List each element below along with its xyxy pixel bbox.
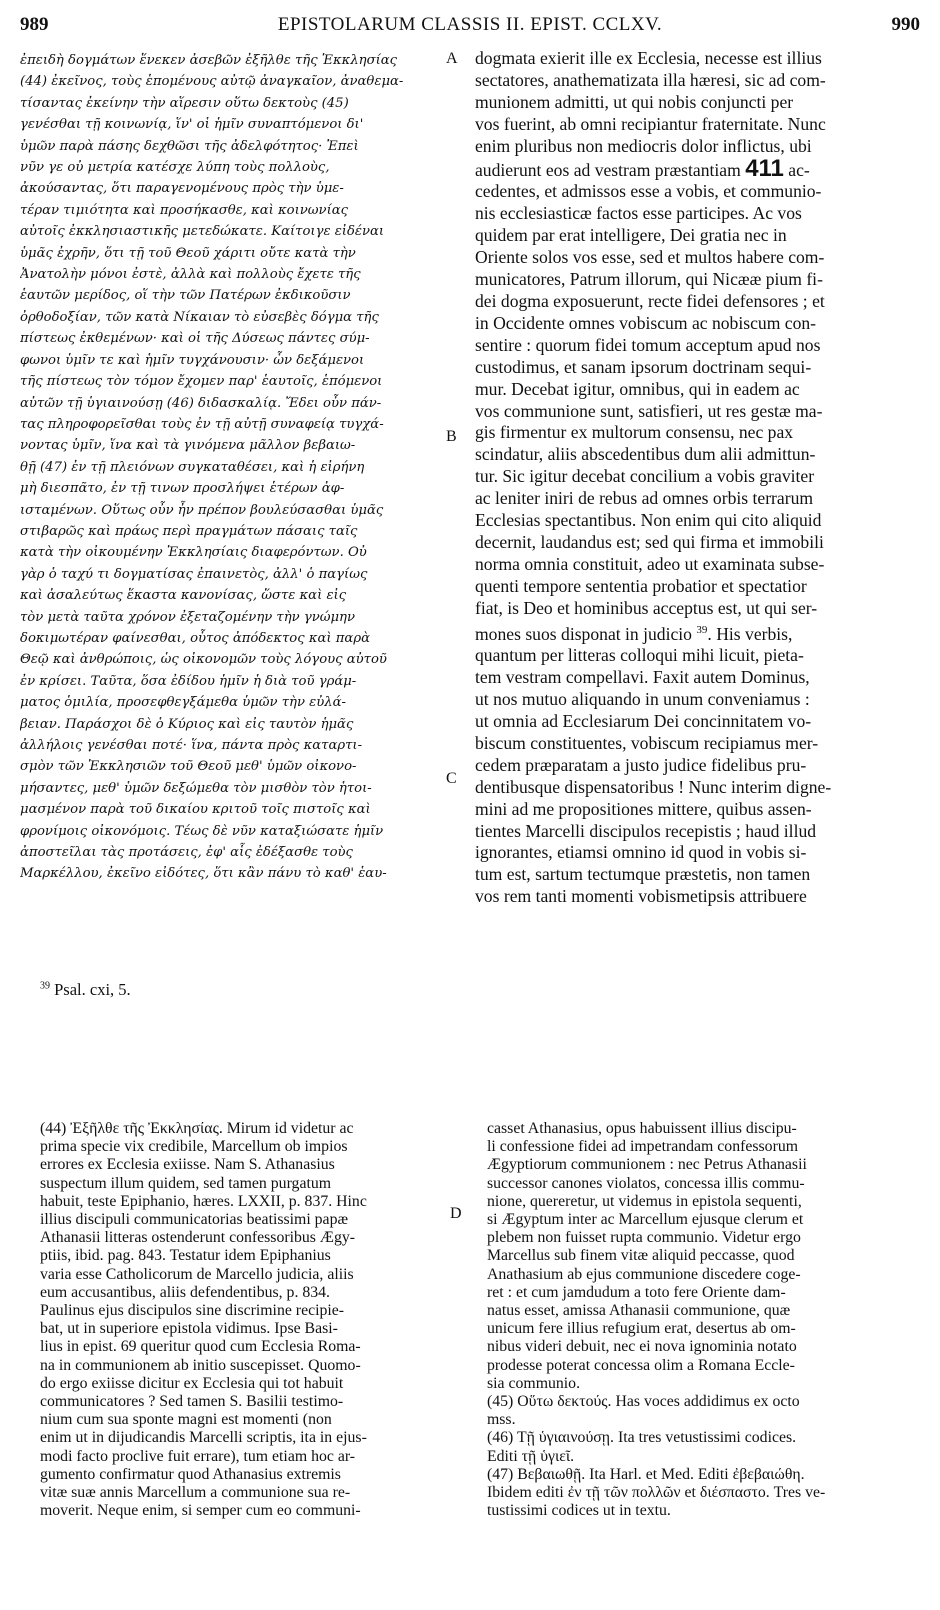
margin-letter-a: A xyxy=(446,50,458,67)
text-line: Ἀνατολὴν μόνοι ἐστὲ, ἀλλὰ καὶ πολλοὺς ἔχετε τῆς xyxy=(20,267,361,283)
text-line: αὐτοῖς ἐκκλησιαστικῆς μετεδώκατε. Καίτοιγε εἰδέναι xyxy=(20,224,385,240)
text-line: τὸν μετὰ ταῦτα χρόνον ἐξεταζομένην τὴν γνώμην xyxy=(20,609,355,625)
text-line: ac leniter iniri de rebus ad omnes orbis terrarum xyxy=(475,488,814,509)
text-line: κατὰ τὴν οἰκουμένην Ἐκκλησίαις διαφερόντων. Οὐ xyxy=(20,545,367,561)
margin-letter-b: B xyxy=(446,428,457,445)
text-line: μασμένον παρὰ τοῦ δικαίου κριτοῦ τοῖς πιστοῖς καὶ xyxy=(20,802,371,818)
text-line: eum accusantibus, aliis defendentibus, p. 834. xyxy=(40,1283,330,1301)
text-line: ὀρθοδοξίαν, τῶν κατὰ Νίκαιαν τὸ εὐσεβὲς δόγμα τῆς xyxy=(20,309,379,325)
text-line: tustissimi codices ut in textu. xyxy=(487,1502,671,1520)
text-line: ματος ὁμιλία, προσεφθεγξάμεθα ὑμῶν τὴν εὐλά- xyxy=(20,695,346,711)
text-line: fiat, is Deo et hominibus acceptus est, ut qui ser- xyxy=(475,597,818,618)
text-line: ἀκούσαντας, ὅτι παραγενομένους πρὸς τὴν ὑμε- xyxy=(20,181,344,197)
text-line: tur. Sic igitur decebat concilium a vobis graviter xyxy=(475,466,815,487)
text-line: mur. Decebat igitur, omnibus, qui in eadem ac xyxy=(475,378,800,399)
text-line: na in communionem ab initio suscepisset. Quomo- xyxy=(40,1356,361,1374)
footnote-reference: 39 xyxy=(696,623,708,636)
text-line: tientes Marcelli discipulos recepistis ; haud illud xyxy=(475,820,817,841)
text-line: gumento confirmatur quod Athanasius extremis xyxy=(40,1465,341,1483)
text-line: ἐπειδὴ δογμάτων ἕνεκεν ἀσεβῶν ἐξῆλθε τῆς Ἐκκλησίας xyxy=(20,53,398,68)
text-line: τας πληροφορεῖσθαι τοὺς ἐν τῇ αὐτῇ συναφείᾳ τυγχά- xyxy=(20,416,384,432)
text-line: illius discipuli communicatorias beatissimi papæ xyxy=(40,1211,349,1229)
text-line: (46) Τῇ ὑγιαινούσῃ. Ita tres vetustissimi codices. xyxy=(487,1429,797,1447)
text-line: sectatores, anathematizata illa hæresi, sic ad com- xyxy=(475,69,826,90)
text-line: tum est, sartum tectumque præstetis, non tamen xyxy=(475,864,811,885)
text-line: varia esse Catholicorum de Marcello judicia, aliis xyxy=(40,1265,354,1283)
line-text: audierunt eos ad vestram præstantiam xyxy=(475,159,746,180)
text-line: scindatur, aliis abscedentibus dum alii admittun- xyxy=(475,444,816,465)
text-line: errores ex Ecclesia exiisse. Nam S. Athanasius xyxy=(40,1156,335,1174)
page-number-right: 990 xyxy=(891,14,920,35)
text-line: φρονίμοις οἰκονόμοις. Τέως δὲ νῦν καταξιώσατε ἡμῖν xyxy=(20,823,384,839)
text-line: Editi τῇ ὑγιεῖ. xyxy=(487,1447,575,1465)
text-line: munionem admitti, ut qui nobis conjuncti per xyxy=(475,91,794,112)
text-line: suspectum illum quidem, sed tamen purgatum xyxy=(40,1174,332,1192)
text-line: (44) ἐκεῖνος, τοὺς ἑπομένους αὐτῷ ἀναγκαῖον, ἀναθεμα- xyxy=(20,74,404,90)
text-line: vos communione sunt, satisfieri, ut res gestæ ma- xyxy=(475,400,823,421)
text-line xyxy=(475,620,921,646)
margin-letter-d: D xyxy=(450,1205,462,1222)
text-line xyxy=(475,158,921,182)
text-line: mss. xyxy=(487,1411,516,1429)
text-line: ἀποστεῖλαι τὰς προτάσεις, ἐφ' αἷς ἐδέξασθε τοὺς xyxy=(20,845,353,861)
text-line: prodesse poterat concessa olim a Romana Eccle- xyxy=(487,1356,795,1374)
text-line: σμὸν τῶν Ἐκκλησιῶν τοῦ Θεοῦ μεθ' ὑμῶν οἰκονο- xyxy=(20,759,357,775)
text-line: moverit. Neque enim, si semper cum eo communi- xyxy=(40,1502,361,1520)
text-line: natus esset, amissa Athanasii communione, quæ xyxy=(487,1302,791,1320)
text-line: unicum fere illius refugium erat, desertus ab om- xyxy=(487,1320,796,1338)
footnote-text: Psal. cxi, 5. xyxy=(50,980,131,999)
text-line: enim pluribus non mediocris dolor inflictus, ubi xyxy=(475,135,812,156)
text-line: nis ecclesiasticæ factos esse participes. Ac vos xyxy=(475,203,802,224)
text-line: dentibusque dispensatoribus ! Nunc interim digne- xyxy=(475,776,832,797)
text-line: do ergo exiisse dicitur ex Ecclesia qui tot habuit xyxy=(40,1374,344,1392)
text-line: nione, quereretur, ut videmus in epistola sequenti, xyxy=(487,1192,802,1210)
page-marker-number: 411 xyxy=(745,157,784,182)
text-line: si Ægyptum inter ac Marcellum ejusque clerum et xyxy=(487,1211,804,1229)
text-line: habuit, teste Epiphanio, hæres. LXXII, p. 837. Hinc xyxy=(40,1192,367,1210)
text-line: gis firmentur ex multorum consensu, nec pax xyxy=(475,422,794,443)
text-line: ἀλλήλοις γενέσθαι ποτέ· ἵνα, πάντα πρὸς καταρτι- xyxy=(20,738,363,753)
text-line: sentire : quorum fidei tomum acceptum apud nos xyxy=(475,334,821,355)
text-line: modi facto proclive fuit errare), tum etiam hoc ar- xyxy=(40,1447,356,1465)
running-header xyxy=(20,14,920,42)
text-line: cedentes, et admissos esse a vobis, et communio- xyxy=(475,181,822,202)
text-line: Ibidem editi ἐν τῇ τῶν πολλῶν et διέσπαστο. Tres ve- xyxy=(487,1484,826,1502)
text-line: (47) Βεβαιωθῇ. Ita Harl. et Med. Editi ἐβεβαιώθη. xyxy=(487,1465,805,1483)
text-line: enim ut in dijudicandis Marcelli scriptis, ita in ejus- xyxy=(40,1429,367,1447)
text-line: dogmata exierit ille ex Ecclesia, necesse est illius xyxy=(475,48,822,68)
greek-text-column xyxy=(20,50,438,885)
text-line: li confessione fidei ad impetrandam confessorum xyxy=(487,1138,799,1156)
running-title: EPISTOLARUM CLASSIS II. EPIST. CCLXV. xyxy=(277,14,663,35)
text-line: communicatores ? Sed tamen S. Basilii testimo- xyxy=(40,1393,344,1411)
text-line: in Occidente omnes vobiscum ac nobiscum con- xyxy=(475,312,817,333)
text-line: καὶ ἀσαλεύτως ἕκαστα κανονίσας, ὥστε καὶ εἰς xyxy=(20,588,347,604)
text-line: γενέσθαι τῇ κοινωνίᾳ, ἵν' οἱ ἡμῖν συναπτόμενοι δι' xyxy=(20,117,364,133)
text-line: casset Athanasius, opus habuissent illius discipu- xyxy=(487,1120,797,1137)
text-line: νοντας ὑμῖν, ἵνα καὶ τὰ γινόμενα μᾶλλον βεβαιω- xyxy=(20,438,356,454)
line-text: . His verbis, xyxy=(707,623,793,644)
text-line: Θεῷ καὶ ἀνθρώποις, ὡς οἰκονομῶν τοὺς λόγους αὐτοῦ xyxy=(20,652,387,668)
text-line: Ægyptiorum communionem : nec Petrus Athanasii xyxy=(487,1156,807,1174)
text-line: φωνοι ὑμῖν τε καὶ ἡμῖν τυγχάνουσιν· ὧν δεξάμενοι xyxy=(20,352,365,368)
page-number-left: 989 xyxy=(20,14,49,35)
text-line: ptiis, ibid. pag. 843. Testatur idem Epiphanius xyxy=(40,1247,331,1265)
text-line: τέραν τιμιότητα καὶ προσήκασθε, καὶ κοινωνίας xyxy=(20,202,349,218)
text-line: αὐτῶν τῇ ὑγιαινούσῃ (46) διδασκαλίᾳ. Ἔδει οὖν πάν- xyxy=(20,395,382,411)
text-line: πίστεως ἐκθεμένων· καὶ οἱ τῆς Δύσεως πάντες σύμ- xyxy=(20,331,370,347)
text-line: γὰρ ὁ ταχύ τι δογματίσας ἐπαινετὸς, ἀλλ' ὁ παγίως xyxy=(20,566,368,582)
text-line: Athanasii litteras ostenderunt confessoribus Ægy- xyxy=(40,1229,355,1247)
text-line: vitæ suæ annis Marcellum a communione sua re- xyxy=(40,1484,351,1502)
latin-text-column xyxy=(475,48,921,908)
text-line: vos fuerint, ab omni recipiantur fraternitate. Nunc xyxy=(475,113,826,134)
text-line: δοκιμωτέραν φαίνεσθαι, οὗτος ἀπόδεκτος καὶ παρὰ xyxy=(20,630,370,646)
text-line: dei dogma exposuerunt, recte fidei defensores ; et xyxy=(475,290,825,311)
text-line: ισταμένων. Οὕτως οὖν ἦν πρέπον βουλεύσασθαι ὑμᾶς xyxy=(20,502,384,518)
text-line: mini ad me propositiones mittere, quibus assen- xyxy=(475,798,812,819)
text-line: cedem præparatam a justo judice fidelibus pru- xyxy=(475,754,807,775)
text-line: ut nos mutuo aliquando in unum conveniamus : xyxy=(475,689,810,710)
text-line: (45) Οὕτω δεκτούς. Has voces addidimus ex octo xyxy=(487,1393,800,1411)
text-line: decernit, laudandus est; sed qui firma et immobili xyxy=(475,531,824,552)
line-text: mones suos disponat in judicio xyxy=(475,623,697,644)
line-text: ac- xyxy=(783,159,810,180)
text-line: bat, ut in superiore epistola vidimus. Ipse Basi- xyxy=(40,1320,338,1338)
text-line: (44) Ἐξῆλθε τῆς Ἐκκλησίας. Mirum id videtur ac xyxy=(40,1120,354,1137)
text-line: biscum constituentes, vobiscum recipiamus mer- xyxy=(475,732,819,753)
text-line: ἑαυτῶν μερίδος, οἵ τὴν τῶν Πατέρων ἐκδικοῦσιν xyxy=(20,288,351,304)
footnote-number: 39 xyxy=(40,980,50,992)
text-line: nibus videri debuit, nec ei nova ignominia notato xyxy=(487,1338,797,1356)
text-line: ignorantes, etiamsi omnino id quod in vobis si- xyxy=(475,842,807,863)
text-line: lius in epist. 69 queritur quod cum Ecclesia Roma- xyxy=(40,1338,361,1356)
text-line: plebem non fuisset rupta communio. Videtur ergo xyxy=(487,1229,801,1247)
text-line: Ecclesias spectantibus. Non enim qui cito aliquid xyxy=(475,510,822,531)
text-line: ὑμᾶς ἐχρῆν, ὅτι τῇ τοῦ Θεοῦ χάριτι οὔτε κατὰ τὴν xyxy=(20,245,356,261)
text-line: Paulinus ejus discipulos sine discrimine recipie- xyxy=(40,1302,345,1320)
text-line: Oriente solos vos esse, sed et multos habere com- xyxy=(475,247,825,268)
text-line: νῦν γε οὐ μετρία κατέσχε λύπη τοὺς πολλοὺς, xyxy=(20,160,330,176)
text-line: custodimus, et sanam ipsorum doctrinam sequi- xyxy=(475,356,812,377)
text-line: βειαν. Παράσχοι δὲ ὁ Κύριος καὶ εἰς ταυτὸν ἡμᾶς xyxy=(20,716,354,732)
notes-right-column xyxy=(487,1120,920,1520)
text-line: quantum per litteras colloqui mihi licuit, pieta- xyxy=(475,645,804,666)
text-line: Μαρκέλλου, ἐκεῖνο εἰδότες, ὅτι κἂν πάνυ τὸ καθ' ἑαυ- xyxy=(20,866,387,882)
text-line: norma omnia constituit, adeo ut examinata subse- xyxy=(475,553,825,574)
text-line: στιβαρῶς καὶ πράως περὶ πραγμάτων πάσαις ταῖς xyxy=(20,523,358,539)
text-line: τίσαντας ἐκείνην τὴν αἵρεσιν οὕτω δεκτοὺς (45) xyxy=(20,95,349,111)
text-line: ὑμῶν παρὰ πάσης δεχθῶσι τῆς ἀδελφότητος· Ἐπεὶ xyxy=(20,138,359,154)
text-line: μὴ διεσπᾶτο, ἐν τῇ τινων προσλήψει ἑτέρων ἀφ- xyxy=(20,481,345,497)
text-line: ret : et cum jamdudum a toto fere Oriente dam- xyxy=(487,1283,786,1301)
text-line: θῇ (47) ἐν τῇ πλειόνων συγκαταθέσει, καὶ ἡ εἰρήνη xyxy=(20,459,365,475)
footnote xyxy=(40,980,131,1000)
text-line: municatores, Patrum illorum, qui Nicææ pium fi- xyxy=(475,269,823,290)
text-line: ut omnia ad Ecclesiarum Dei concinnitatem vo- xyxy=(475,711,812,732)
notes-left-column xyxy=(40,1120,447,1520)
text-line: successor canones violatos, concessa illis commu- xyxy=(487,1174,805,1192)
text-line: prima specie vix credibile, Marcellum ob impios xyxy=(40,1138,348,1156)
text-line: μήσαντες, μεθ' ὑμῶν δεξώμεθα τὸν μισθὸν τὸν ἡτοι- xyxy=(20,780,372,796)
text-line: nium cum sua sponte magni est momenti (non xyxy=(40,1411,332,1429)
text-line: quenti tempore sententia probatior et spectatior xyxy=(475,575,807,596)
text-line: Anathasium ab ejus communione discedere coge- xyxy=(487,1265,801,1283)
text-line: vos rem tanti momenti vobismetipsis attribuere xyxy=(475,886,807,907)
text-line: quidem par erat intelligere, Dei gratia nec in xyxy=(475,225,787,246)
text-line: sia communio. xyxy=(487,1374,581,1392)
text-line: ἐν κρίσει. Ταῦτα, ὅσα ἐδίδου ἡμῖν ἡ διὰ τοῦ γράμ- xyxy=(20,673,357,689)
text-line: Marcellus sub finem vitæ aliquid peccasse, quod xyxy=(487,1247,795,1265)
text-line: τῆς πίστεως τὸν τόμον ἔχομεν παρ' ἑαυτοῖς, ἑπόμενοι xyxy=(20,374,383,390)
margin-letter-c: C xyxy=(446,770,457,787)
text-line: tem vestram compellavi. Faxit autem Dominus, xyxy=(475,667,810,688)
